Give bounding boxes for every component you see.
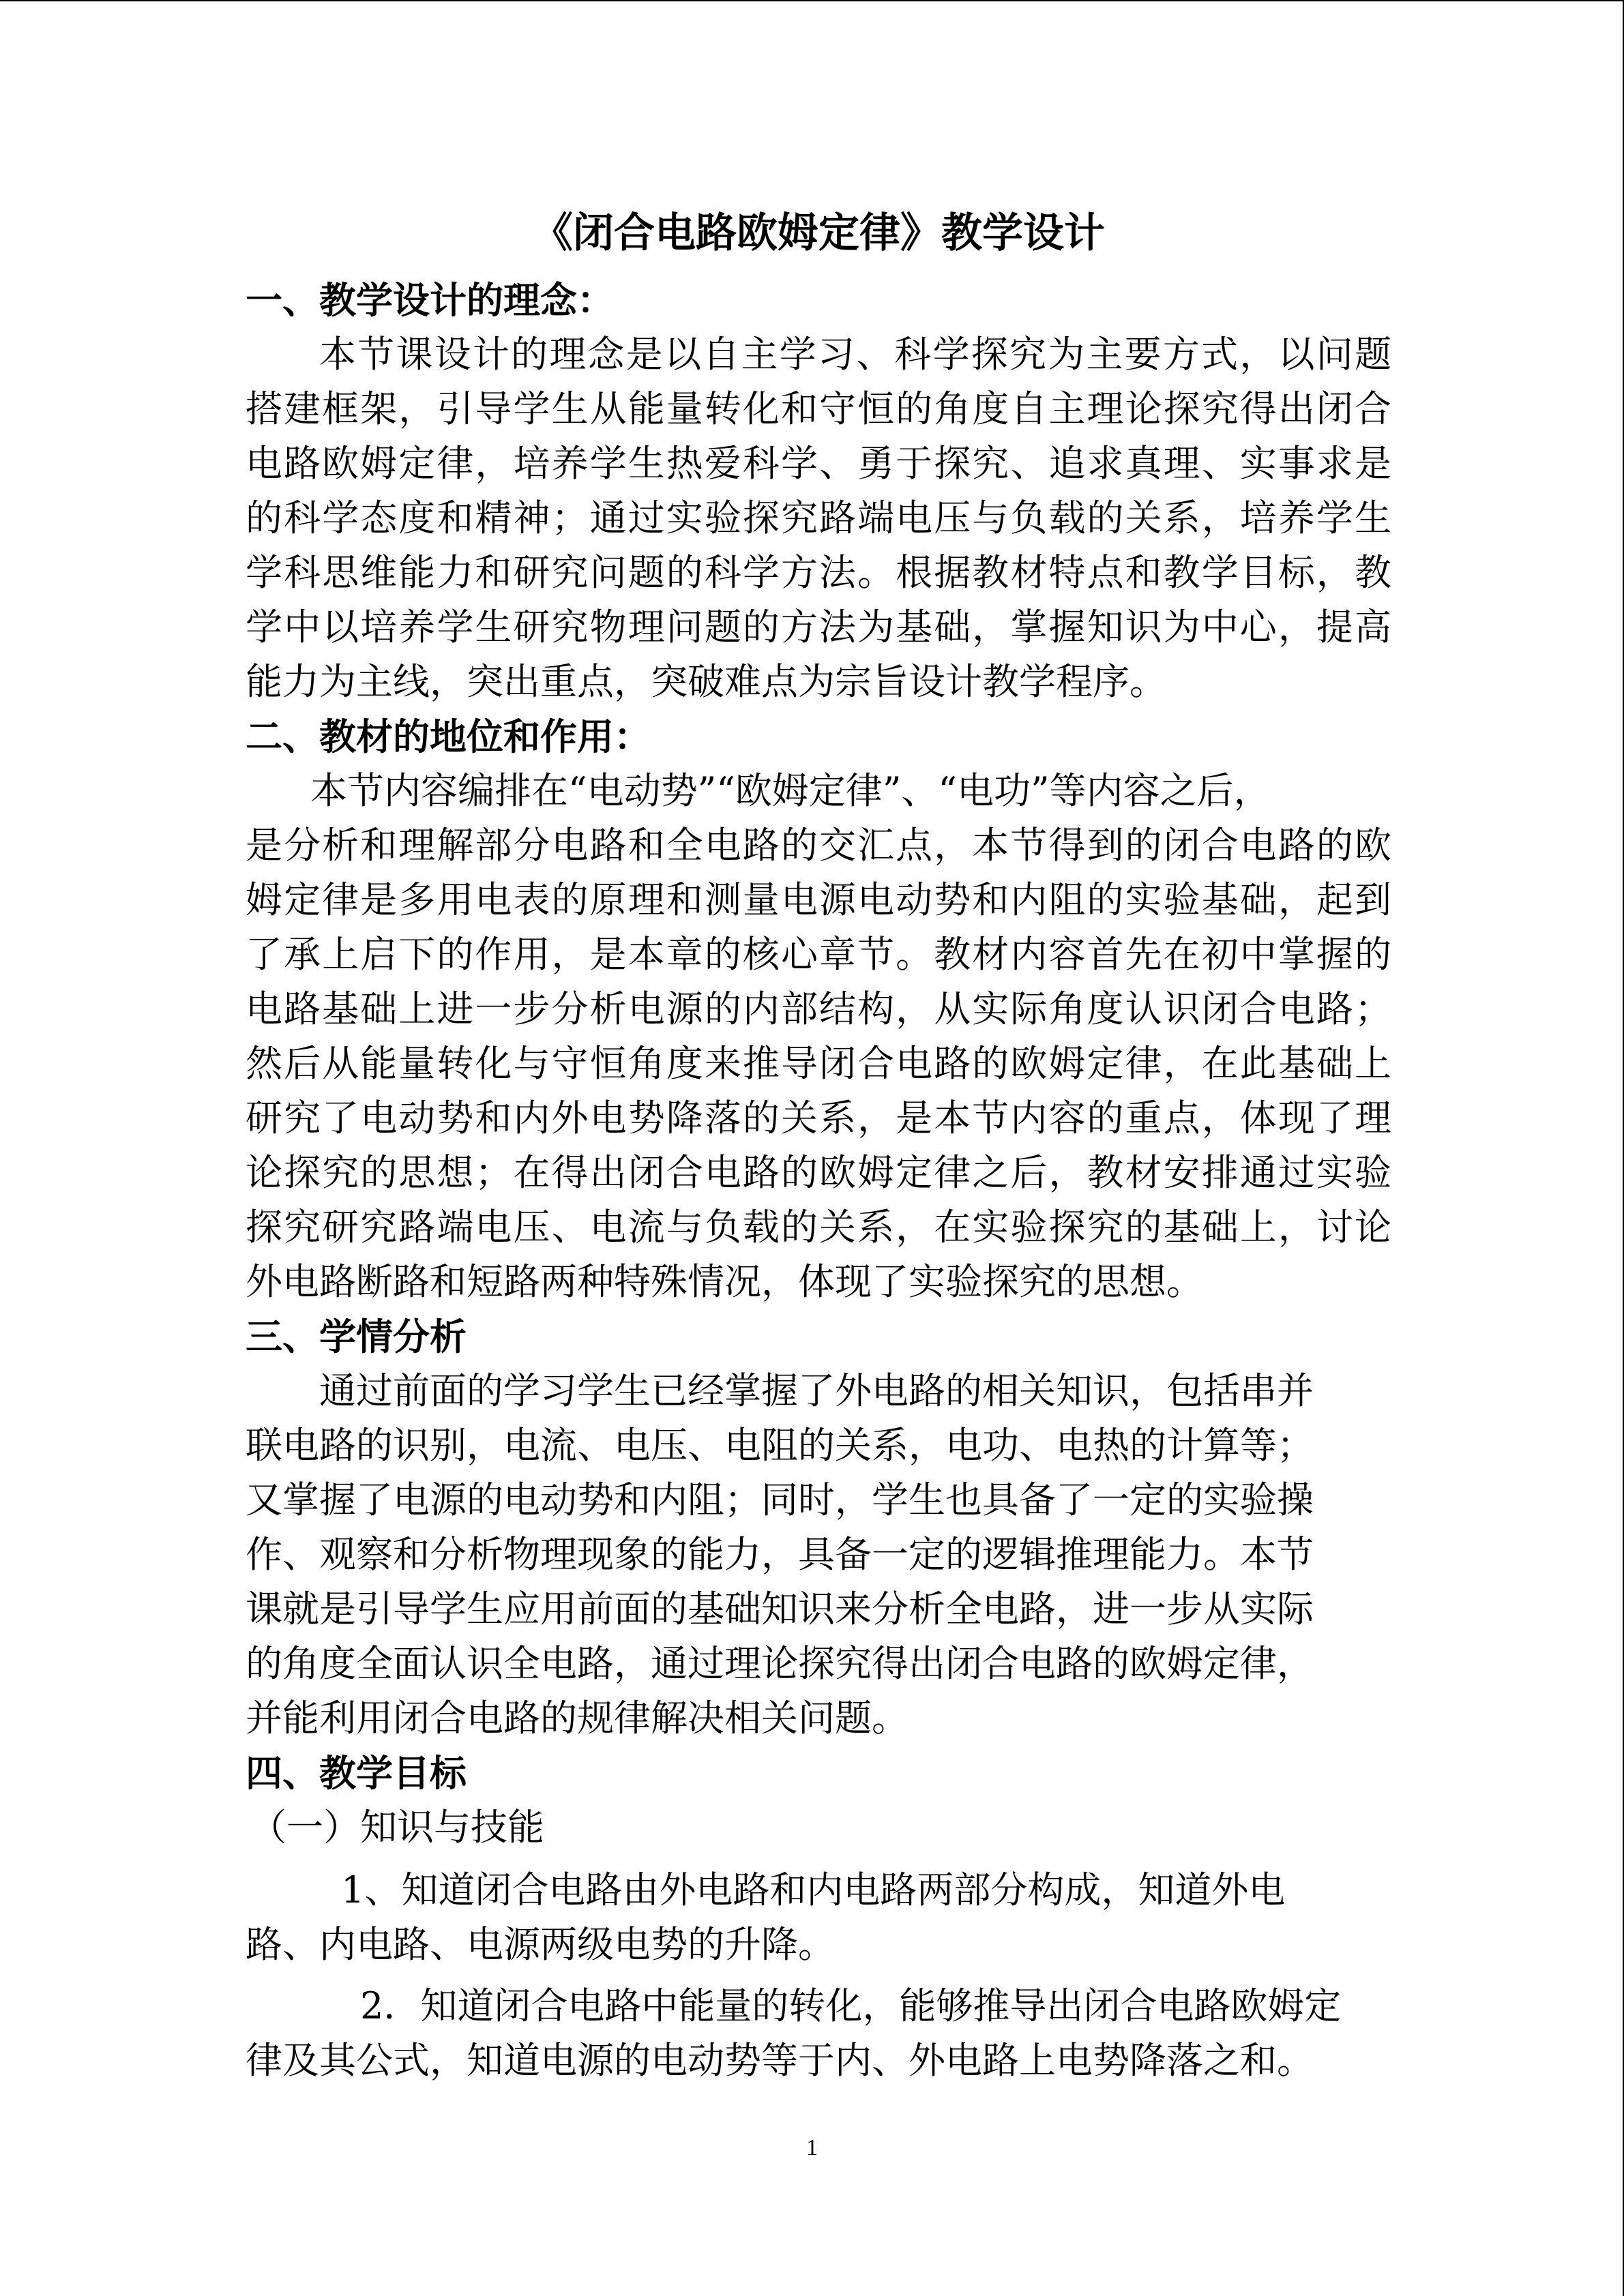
paragraph-line: 的角度全面认识全电路，通过理论探究得出闭合电路的欧姆定律，	[246, 1642, 1314, 1685]
paragraph-line: 作、观察和分析物理现象的能力，具备一定的逻辑推理能力。本节	[246, 1533, 1314, 1576]
paragraph-line: 学中以培养学生研究物理问题的方法为基础，掌握知识为中心，提高	[246, 606, 1391, 648]
paragraph-line: 通过前面的学习学生已经掌握了外电路的相关知识，包括串并	[319, 1369, 1314, 1412]
paragraph-line: 课就是引导学生应用前面的基础知识来分析全电路，进一步从实际	[246, 1587, 1314, 1630]
paragraph-line: 是分析和理解部分电路和全电路的交汇点，本节得到的闭合电路的欧	[246, 824, 1391, 867]
section-heading-philosophy: 一、教学设计的理念：	[246, 278, 614, 322]
section-heading-student-analysis: 三、学情分析	[246, 1315, 467, 1358]
paragraph-line: 然后从能量转化与守恒角度来推导闭合电路的欧姆定律，在此基础上	[246, 1042, 1391, 1085]
paragraph-line: 并能利用闭合电路的规律解决相关问题。	[246, 1697, 909, 1740]
paragraph-line: 姆定律是多用电表的原理和测量电源电动势和内阻的实验基础，起到	[246, 878, 1391, 921]
paragraph-line: 电路基础上进一步分析电源的内部结构，从实际角度认识闭合电路；	[246, 987, 1391, 1030]
paragraph-line: 了承上启下的作用，是本章的核心章节。教材内容首先在初中掌握的	[246, 933, 1391, 976]
paragraph-line: 学科思维能力和研究问题的科学方法。根据教材特点和教学目标，教	[246, 551, 1391, 594]
paragraph-line: 外电路断路和短路两种特殊情况，体现了实验探究的思想。	[246, 1260, 1203, 1303]
section-heading-textbook-role: 二、教材的地位和作用：	[246, 715, 651, 758]
paragraph-line: 联电路的识别，电流、电压、电阻的关系，电功、电热的计算等；	[246, 1424, 1314, 1467]
paragraph-line: 电路欧姆定律，培养学生热爱科学、勇于探究、追求真理、实事求是	[246, 442, 1391, 485]
document-title: 《闭合电路欧姆定律》教学设计	[532, 209, 1105, 257]
paragraph-line: 又掌握了电源的电动势和内阻；同时，学生也具备了一定的实验操	[246, 1478, 1314, 1521]
paragraph-line: 论探究的思想；在得出闭合电路的欧姆定律之后，教材安排通过实验	[246, 1151, 1391, 1194]
list-item-line: 1、知道闭合电路由外电路和内电路两部分构成，知道外电	[341, 1868, 1286, 1911]
paragraph-line: 能力为主线，突出重点，突破难点为宗旨设计教学程序。	[246, 660, 1166, 703]
list-item-line: 2．知道闭合电路中能量的转化，能够推导出闭合电路欧姆定	[360, 1984, 1342, 2027]
paragraph-line: 本节课设计的理念是以自主学习、科学探究为主要方式，以问题	[319, 333, 1391, 376]
paragraph-line: 本节内容编排在“电动势”“欧姆定律”、“电功”等内容之后，	[310, 769, 1271, 812]
subsection-heading-knowledge-skills: （一）知识与技能	[250, 1806, 544, 1849]
list-item-line: 路、内电路、电源两级电势的升降。	[246, 1923, 835, 1966]
paragraph-line: 搭建框架，引导学生从能量转化和守恒的角度自主理论探究得出闭合	[246, 387, 1391, 430]
paragraph-line: 的科学态度和精神；通过实验探究路端电压与负载的关系，培养学生	[246, 496, 1391, 539]
paragraph-line: 探究研究路端电压、电流与负载的关系，在实验探究的基础上，讨论	[246, 1206, 1391, 1249]
list-item-line: 律及其公式，知道电源的电动势等于内、外电路上电势降落之和。	[246, 2039, 1314, 2082]
paragraph-line: 研究了电动势和内外电势降落的关系，是本节内容的重点，体现了理	[246, 1097, 1391, 1139]
section-heading-teaching-goals: 四、教学目标	[246, 1751, 467, 1795]
page-number: 1	[806, 2135, 818, 2160]
document-body	[246, 206, 1391, 2088]
